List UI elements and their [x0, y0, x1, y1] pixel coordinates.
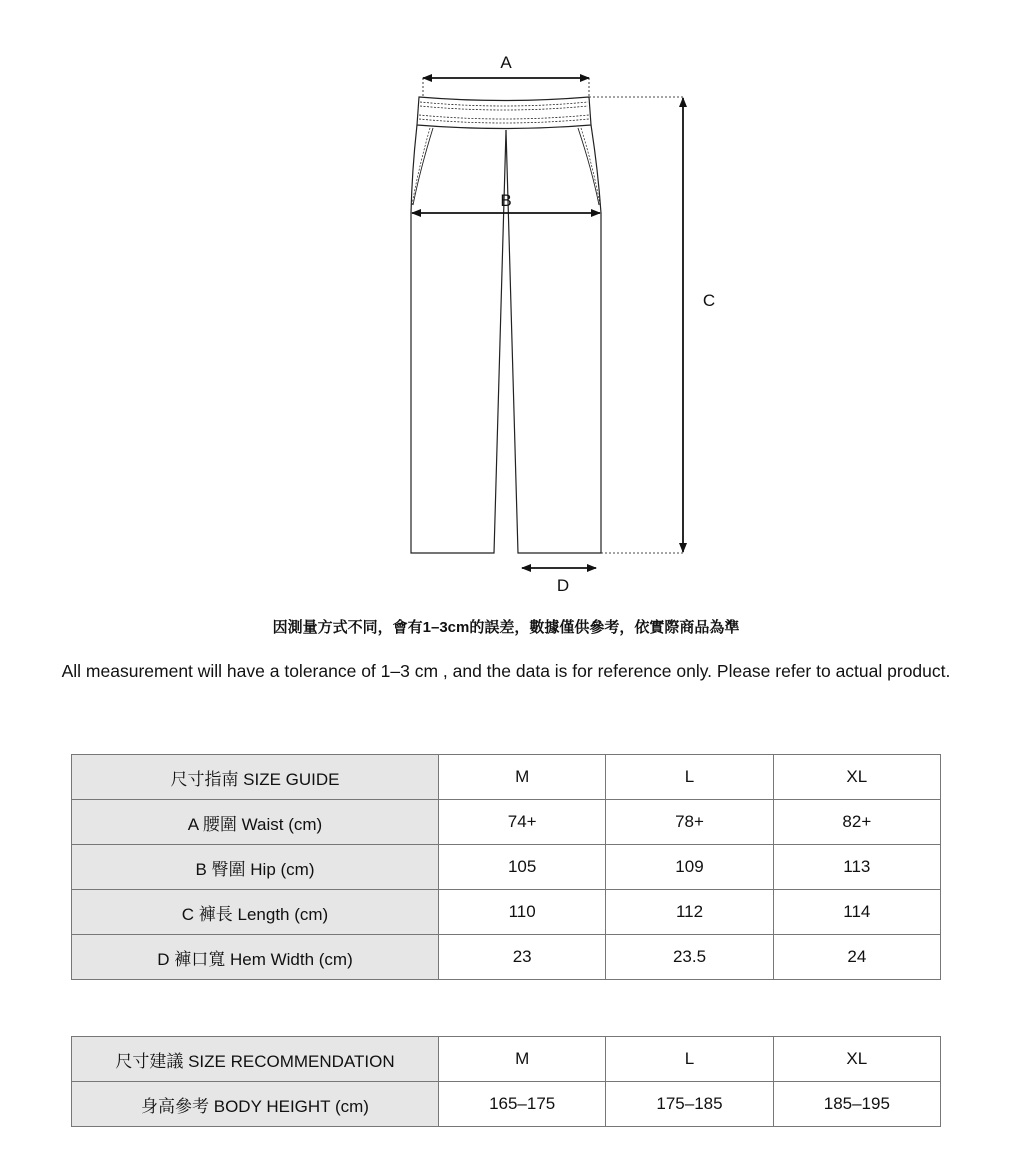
label-d: D: [556, 576, 570, 595]
table-header-cell: L: [606, 1037, 773, 1082]
pants-outline: [411, 97, 601, 553]
table-header-cell: 尺寸指南 SIZE GUIDE: [72, 755, 439, 800]
table-cell: 23: [439, 935, 606, 980]
table-cell: 74+: [439, 800, 606, 845]
label-a: A: [500, 53, 512, 72]
table-header-cell: XL: [773, 1037, 940, 1082]
table-header-row: [72, 755, 941, 800]
table-cell: 105: [439, 845, 606, 890]
table-row: [72, 800, 941, 845]
table-cell: 185–195: [773, 1082, 940, 1127]
table-cell: 78+: [606, 800, 773, 845]
table-row: [72, 890, 941, 935]
row-label: C 褲長 Length (cm): [72, 890, 439, 935]
table-cell: 112: [606, 890, 773, 935]
row-label: 身高參考 BODY HEIGHT (cm): [72, 1082, 439, 1127]
size-guide-table: [71, 754, 941, 980]
table-cell: 23.5: [606, 935, 773, 980]
size-recommendation-table: [71, 1036, 941, 1127]
table-cell: 109: [606, 845, 773, 890]
table-header-cell: 尺寸建議 SIZE RECOMMENDATION: [72, 1037, 439, 1082]
table-cell: 24: [773, 935, 940, 980]
dimension-guides: [412, 78, 683, 568]
row-label: B 臀圍 Hip (cm): [72, 845, 439, 890]
table-cell: 114: [773, 890, 940, 935]
table-cell: 113: [773, 845, 940, 890]
table-cell: 82+: [773, 800, 940, 845]
table-header-cell: M: [439, 1037, 606, 1082]
table-row: [72, 1082, 941, 1127]
table-row: [72, 935, 941, 980]
table-row: [72, 845, 941, 890]
label-c: C: [702, 291, 716, 310]
table-header-cell: XL: [773, 755, 940, 800]
row-label: A 腰圍 Waist (cm): [72, 800, 439, 845]
tolerance-note-chinese: 因測量方式不同，會有1–3cm的誤差，數據僅供參考，依實際商品為準: [272, 619, 740, 636]
table-cell: 165–175: [439, 1082, 606, 1127]
label-b: B: [500, 191, 512, 210]
tolerance-note-english: All measurement will have a tolerance of 1–3 cm , and the data is for reference only. Please refer to actual product.: [61, 661, 951, 681]
row-label: D 褲口寬 Hem Width (cm): [72, 935, 439, 980]
table-header-cell: M: [439, 755, 606, 800]
table-cell: 110: [439, 890, 606, 935]
table-header-cell: L: [606, 755, 773, 800]
table-cell: 175–185: [606, 1082, 773, 1127]
table-header-row: [72, 1037, 941, 1082]
